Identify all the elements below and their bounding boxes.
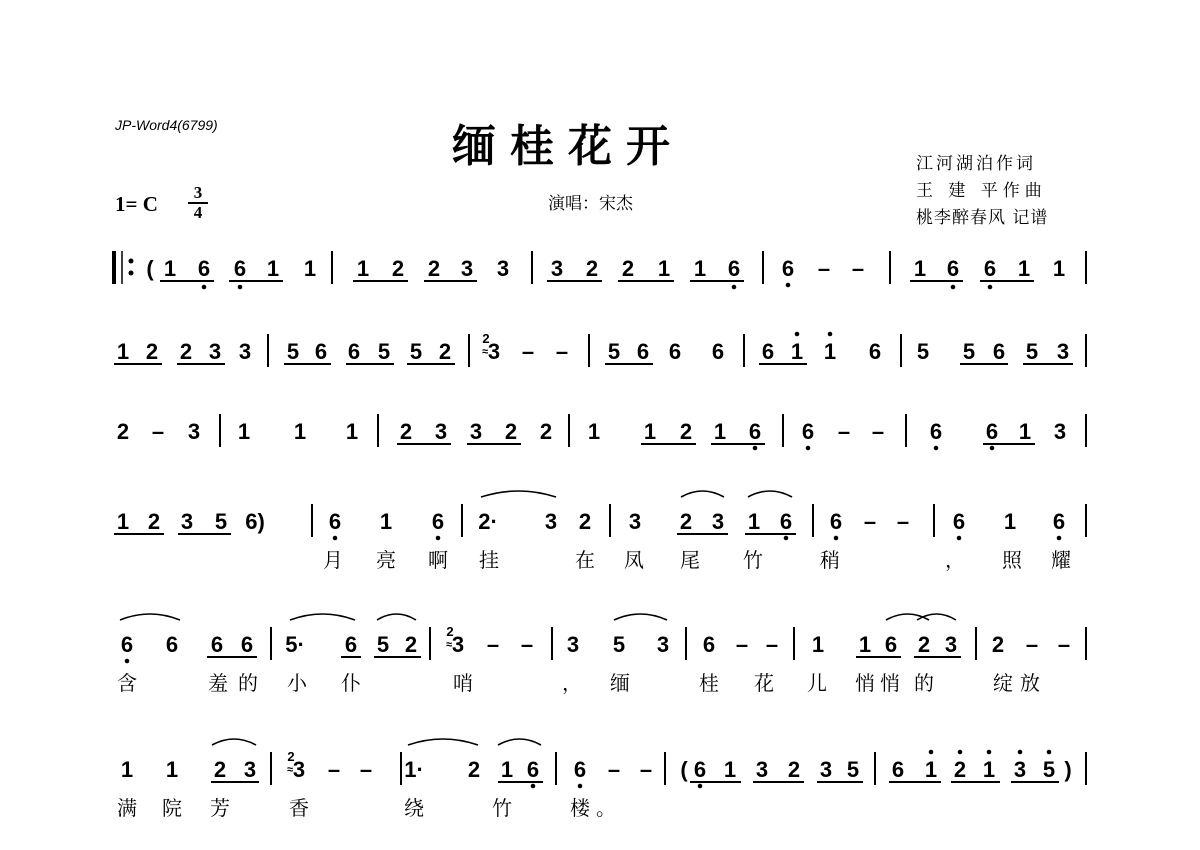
lyric-char: 凤	[624, 548, 644, 572]
slur	[120, 614, 180, 620]
note: 1	[693, 256, 707, 281]
note: 5	[962, 339, 976, 364]
lyric-char: 悄	[880, 671, 900, 695]
note: 2	[179, 339, 193, 364]
note: 6	[328, 509, 342, 534]
lyric-char: 亮	[376, 548, 396, 572]
low-octave-dot	[834, 536, 839, 541]
note: 3	[755, 757, 769, 782]
note: 6	[431, 509, 445, 534]
note: –	[1057, 632, 1071, 657]
low-octave-dot	[990, 446, 995, 451]
lyric-char: 绕	[404, 796, 424, 820]
note: 5	[916, 339, 930, 364]
note: 1	[1052, 256, 1066, 281]
note: 3	[544, 509, 558, 534]
note: –	[837, 419, 851, 444]
note: 6	[693, 757, 707, 782]
note: 1	[587, 419, 601, 444]
note: 6	[868, 339, 882, 364]
note: 1	[1003, 509, 1017, 534]
slur	[614, 614, 667, 620]
note: 2	[917, 632, 931, 657]
note: 3	[944, 632, 958, 657]
note: 5	[1042, 757, 1056, 782]
note: 1	[1017, 256, 1031, 281]
note: 1	[657, 256, 671, 281]
note: 6	[240, 632, 254, 657]
note: 6	[727, 256, 741, 281]
note: 6	[779, 509, 793, 534]
note: 2	[427, 256, 441, 281]
note: 2	[679, 509, 693, 534]
note: 6	[952, 509, 966, 534]
note: 6	[668, 339, 682, 364]
lyric-char: ，	[562, 671, 582, 695]
note: 1	[293, 419, 307, 444]
low-octave-dot	[698, 784, 703, 789]
note: 6	[891, 757, 905, 782]
high-octave-dot	[987, 750, 992, 755]
time-signature-bottom: 4	[193, 203, 203, 222]
note: 2·	[478, 509, 498, 534]
note: 5·	[285, 632, 305, 657]
note: 1	[116, 339, 130, 364]
grace-tilde: ≈	[481, 346, 489, 358]
note: 2	[621, 256, 635, 281]
note: 6	[197, 256, 211, 281]
lyric-char: 。	[596, 796, 616, 820]
note: –	[851, 256, 865, 281]
low-octave-dot	[988, 285, 993, 290]
lyric-char: 院	[162, 796, 182, 820]
note: 1	[356, 256, 370, 281]
lyric-char: 在	[575, 548, 595, 572]
slur	[212, 739, 256, 745]
note: 2	[991, 632, 1005, 657]
note: 5	[377, 339, 391, 364]
note: –	[555, 339, 569, 364]
low-octave-dot	[436, 536, 441, 541]
note: 1	[1018, 419, 1032, 444]
lyric-char: 香	[289, 796, 309, 820]
note: 6	[929, 419, 943, 444]
lyric-char: 绽	[993, 671, 1013, 695]
note: –	[151, 419, 165, 444]
low-octave-dot	[333, 536, 338, 541]
slur	[498, 739, 541, 745]
note: 2	[116, 419, 130, 444]
note: 2	[147, 509, 161, 534]
note: –	[607, 757, 621, 782]
note: 6	[884, 632, 898, 657]
note: 5	[286, 339, 300, 364]
lyric-char: 的	[238, 671, 258, 695]
lyric-char: 含	[117, 671, 137, 695]
note: 2	[539, 419, 553, 444]
grace-tilde: ≈	[445, 639, 453, 651]
note: (	[680, 757, 688, 782]
note: 1	[924, 757, 938, 782]
note: 3	[496, 256, 510, 281]
singer-credit: 演唱：宋杰	[548, 194, 633, 214]
note: 2	[679, 419, 693, 444]
note: 2	[467, 757, 481, 782]
low-octave-dot	[934, 446, 939, 451]
low-octave-dot	[784, 536, 789, 541]
note: 1	[165, 757, 179, 782]
slur	[408, 739, 478, 745]
lyric-char: 缅	[610, 671, 630, 695]
note: 2	[585, 256, 599, 281]
note: 3	[566, 632, 580, 657]
note: 5	[612, 632, 626, 657]
note: –	[896, 509, 910, 534]
note: 3	[451, 632, 465, 657]
lyric-char: 照	[1002, 548, 1022, 572]
note: –	[486, 632, 500, 657]
lyric-char: 楼	[570, 796, 590, 820]
key-signature: 1= C	[115, 192, 158, 216]
note: 3	[550, 256, 564, 281]
note: 6	[748, 419, 762, 444]
grace-note: 2	[446, 624, 454, 639]
note: 5	[214, 509, 228, 534]
note: 1	[823, 339, 837, 364]
note: 1	[120, 757, 134, 782]
note: 1	[723, 757, 737, 782]
lyric-char: 满	[117, 796, 137, 820]
high-octave-dot	[929, 750, 934, 755]
note: 2	[438, 339, 452, 364]
note: 3	[208, 339, 222, 364]
note: 6	[347, 339, 361, 364]
low-octave-dot	[957, 536, 962, 541]
low-octave-dot	[1057, 536, 1062, 541]
note: 6	[526, 757, 540, 782]
lyric-char: 稍	[820, 548, 840, 572]
lyric-char: 哨	[453, 671, 473, 695]
lyric-char: 芳	[210, 796, 230, 820]
lyric-char: 放	[1020, 671, 1040, 695]
high-octave-dot	[958, 750, 963, 755]
note: 1	[790, 339, 804, 364]
high-octave-dot	[795, 332, 800, 337]
low-octave-dot	[951, 285, 956, 290]
grace-note: 2	[482, 331, 490, 346]
lyric-char: 小	[287, 671, 307, 695]
note: 5	[607, 339, 621, 364]
low-octave-dot	[125, 659, 130, 664]
lyric-char: 竹	[743, 548, 763, 572]
lyric-char: 羞	[208, 671, 228, 695]
note: 6	[702, 632, 716, 657]
note: 3	[711, 509, 725, 534]
note: 3	[1056, 339, 1070, 364]
lyric-char: 挂	[479, 548, 499, 572]
lyric-char: 悄	[855, 671, 875, 695]
note: 1	[345, 419, 359, 444]
low-octave-dot	[202, 285, 207, 290]
note: 2	[504, 419, 518, 444]
note: 2	[404, 632, 418, 657]
note: 1·	[404, 757, 424, 782]
low-octave-dot	[732, 285, 737, 290]
slur	[748, 491, 792, 497]
note: 6	[120, 632, 134, 657]
note: )	[1064, 757, 1072, 782]
note: 3	[628, 509, 642, 534]
note: 6	[992, 339, 1006, 364]
note: 1	[116, 509, 130, 534]
lyric-char: 竹	[492, 796, 512, 820]
note: 6	[636, 339, 650, 364]
note: 1	[811, 632, 825, 657]
note: 6	[983, 256, 997, 281]
note: 6	[165, 632, 179, 657]
note: 6	[314, 339, 328, 364]
note: –	[735, 632, 749, 657]
note: 2	[787, 757, 801, 782]
note: 6	[946, 256, 960, 281]
note: 2	[391, 256, 405, 281]
note: 3	[187, 419, 201, 444]
note: 2	[213, 757, 227, 782]
note: –	[863, 509, 877, 534]
grace-tilde: ≈	[286, 764, 294, 776]
note: 1	[237, 419, 251, 444]
note: 1	[500, 757, 514, 782]
slur	[377, 614, 416, 620]
repeat-dot	[129, 259, 134, 264]
note: 5	[376, 632, 390, 657]
lyric-char: 桂	[699, 671, 719, 695]
paren-open: (	[146, 256, 154, 281]
note: –	[359, 757, 373, 782]
note: 3	[180, 509, 194, 534]
note: 2	[953, 757, 967, 782]
note: 6	[829, 509, 843, 534]
note: –	[765, 632, 779, 657]
high-octave-dot	[1018, 750, 1023, 755]
note: 1	[379, 509, 393, 534]
slur	[290, 614, 355, 620]
note: 1	[643, 419, 657, 444]
lyric-char: 花	[754, 671, 774, 695]
note: 6	[985, 419, 999, 444]
grace-note: 2	[287, 749, 295, 764]
transcriber-credit: 桃李醉春风 记谱	[916, 208, 1049, 228]
low-octave-dot	[753, 446, 758, 451]
slur	[917, 614, 956, 620]
note: 6	[1052, 509, 1066, 534]
low-octave-dot	[531, 784, 536, 789]
note: 3	[1013, 757, 1027, 782]
lyric-char: 月	[323, 548, 343, 572]
note: 1	[858, 632, 872, 657]
note: –	[327, 757, 341, 782]
slur	[681, 491, 724, 497]
lyric-char: 啊	[428, 548, 448, 572]
note: 1	[913, 256, 927, 281]
note: 6)	[245, 509, 265, 534]
note: 6	[761, 339, 775, 364]
time-signature-top: 3	[193, 183, 203, 202]
note: 3	[292, 757, 306, 782]
note: –	[521, 339, 535, 364]
low-octave-dot	[578, 784, 583, 789]
note: 6	[344, 632, 358, 657]
lyric-char: 仆	[341, 671, 361, 695]
note: –	[520, 632, 534, 657]
note: 2	[399, 419, 413, 444]
lyric-char: 的	[914, 671, 934, 695]
note: 1	[713, 419, 727, 444]
note: –	[817, 256, 831, 281]
note: 3	[819, 757, 833, 782]
note: 5	[409, 339, 423, 364]
note: –	[639, 757, 653, 782]
high-octave-dot	[1047, 750, 1052, 755]
composer-credit: 王 建 平作曲	[916, 181, 1047, 201]
note: 3	[469, 419, 483, 444]
note: 5	[846, 757, 860, 782]
note: 3	[656, 632, 670, 657]
note: –	[871, 419, 885, 444]
note: 6	[573, 757, 587, 782]
note: 1	[747, 509, 761, 534]
note: 1	[982, 757, 996, 782]
lyric-char: ，	[945, 548, 965, 572]
software-watermark: JP-Word4(6799)	[115, 117, 218, 133]
song-title: 缅桂花开	[452, 121, 684, 172]
note: 1	[266, 256, 280, 281]
high-octave-dot	[828, 332, 833, 337]
note: 6	[781, 256, 795, 281]
note: 3	[1053, 419, 1067, 444]
note: 2	[578, 509, 592, 534]
low-octave-dot	[786, 283, 791, 288]
note: 5	[1025, 339, 1039, 364]
low-octave-dot	[806, 446, 811, 451]
note: 3	[434, 419, 448, 444]
note: 3	[460, 256, 474, 281]
note: 1	[163, 256, 177, 281]
note: 1	[303, 256, 317, 281]
note: 2	[145, 339, 159, 364]
note: –	[1025, 632, 1039, 657]
note: 6	[210, 632, 224, 657]
lyricist-credit: 江河湖泊作词	[916, 154, 1036, 174]
repeat-dot	[129, 271, 134, 276]
low-octave-dot	[238, 285, 243, 290]
lyric-char: 儿	[807, 671, 827, 695]
lyric-char: 耀	[1051, 548, 1071, 572]
note: 3	[243, 757, 257, 782]
note: 6	[801, 419, 815, 444]
lyric-char: 尾	[680, 548, 700, 572]
note: 6	[711, 339, 725, 364]
note: 3	[238, 339, 252, 364]
note: 6	[233, 256, 247, 281]
note: 3	[487, 339, 501, 364]
slur	[481, 491, 556, 497]
